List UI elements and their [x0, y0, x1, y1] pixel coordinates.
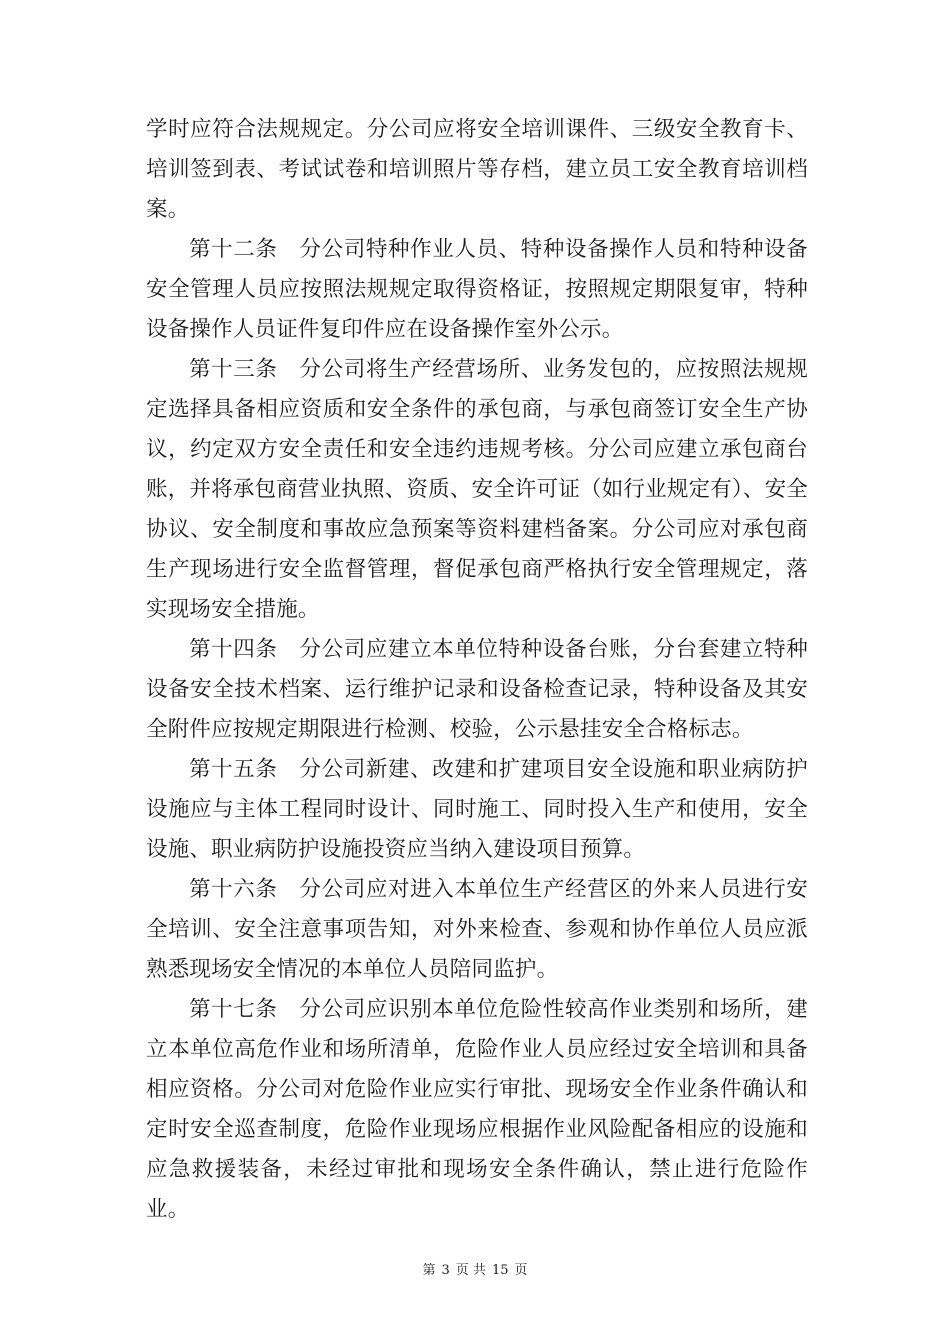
article-text: 分公司新建、改建和扩建项目安全设施和职业病防护设施应与主体工程同时设计、同时施工、同时投入生产和使用，安全设施、职业病防护设施投资应当纳入建设项目预算。 — [146, 757, 808, 862]
article-15 — [146, 750, 808, 870]
footer-suffix: 页 — [514, 1263, 528, 1278]
article-number: 第十六条 — [189, 877, 278, 902]
article-number: 第十七条 — [189, 997, 278, 1022]
page-number: 3 — [441, 1263, 450, 1278]
page-footer — [0, 1262, 950, 1280]
article-text: 分公司应建立本单位特种设备台账，分台套建立特种设备安全技术档案、运行维护记录和设备检查记录，特种设备及其安全附件应按规定期限进行检测、校验，公示悬挂安全合格标志。 — [146, 637, 808, 742]
article-14 — [146, 630, 808, 750]
total-pages: 15 — [491, 1263, 509, 1278]
article-text: 分公司应识别本单位危险性较高作业类别和场所，建立本单位高危作业和场所清单，危险作业人员应经过安全培训和具备相应资格。分公司对危险作业应实行审批、现场安全作业条件确认和定时安全巡查制度，危险作业现场应根据作业风险配备相应的设施和应急救援装备，未经过审批和现场安全条件确认，禁止进行危险作业。 — [146, 997, 808, 1222]
article-17 — [146, 990, 808, 1230]
document-body — [146, 110, 808, 1230]
article-13 — [146, 350, 808, 630]
paragraph-text: 学时应符合法规规定。分公司应将安全培训课件、三级安全教育卡、培训签到表、考试试卷和培训照片等存档，建立员工安全教育培训档案。 — [146, 117, 808, 222]
article-text: 分公司特种作业人员、特种设备操作人员和特种设备安全管理人员应按照法规规定取得资格证，按照规定期限复审，特种设备操作人员证件复印件应在设备操作室外公示。 — [146, 237, 808, 342]
article-number: 第十五条 — [189, 757, 278, 782]
article-text: 分公司应对进入本单位生产经营区的外来人员进行安全培训、安全注意事项告知，对外来检查、参观和协作单位人员应派熟悉现场安全情况的本单位人员陪同监护。 — [146, 877, 808, 982]
footer-prefix: 第 — [422, 1263, 436, 1278]
article-16 — [146, 870, 808, 990]
article-number: 第十四条 — [189, 637, 278, 662]
footer-middle: 页 共 — [455, 1263, 486, 1278]
article-text: 分公司将生产经营场所、业务发包的，应按照法规规定选择具备相应资质和安全条件的承包商，与承包商签订安全生产协议，约定双方安全责任和安全违约违规考核。分公司应建立承包商台账，并将承包商营业执照、资质、安全许可证（如行业规定有）、安全协议、安全制度和事故应急预案等资料建档备案。分公司应对承包商生产现场进行安全监督管理，督促承包商严格执行安全管理规定，落实现场安全措施。 — [146, 357, 808, 622]
article-12 — [146, 230, 808, 350]
article-number: 第十二条 — [189, 237, 278, 262]
article-number: 第十三条 — [189, 357, 278, 382]
paragraph-continuation — [146, 110, 808, 230]
